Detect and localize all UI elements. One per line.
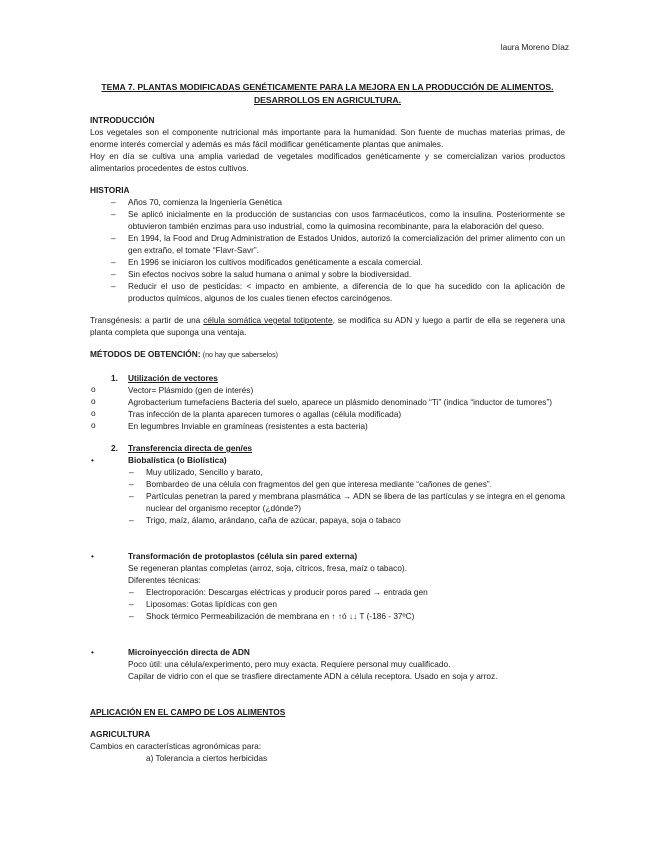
intro-heading: INTRODUCCIÓN xyxy=(90,115,155,125)
transgenesis-paragraph xyxy=(90,314,565,338)
list-item: o En legumbres Inviable en gramíneas (resistentes a esta bacteria) xyxy=(90,420,565,432)
aplicacion-heading: APLICACIÓN EN EL CAMPO DE LOS ALIMENTOS xyxy=(90,707,286,717)
list-item: – En 1996 se iniciaron los cultivos modificados genéticamente a escala comercial. xyxy=(90,256,565,268)
biobalistica-list xyxy=(90,466,565,526)
list-item: – Shock térmico Permeabilización de membrana en ↑ ↑ó ↓↓ T (-186 - 37ºC) xyxy=(90,610,565,622)
list-item: – Partículas penetran la pared y membrana plasmática → ADN se libera de las partículas y se integra en el genoma nuclear del organismo receptor (¿dónde?) xyxy=(90,490,565,514)
agricultura-heading: AGRICULTURA xyxy=(90,729,151,739)
protoplastos-line-2: Diferentes técnicas: xyxy=(128,575,201,585)
biobalistica-bullet: • Biobalística (o Biolística) xyxy=(91,455,227,465)
protoplastos-bullet: • Transformación de protoplastos (célula sin pared externa) xyxy=(91,551,358,561)
metodos-heading: MÉTODOS DE OBTENCIÓN: xyxy=(90,349,201,359)
list-item: o Vector= Plásmido (gen de interés) xyxy=(90,384,565,396)
item-a: a) Tolerancia a ciertos herbicidas xyxy=(146,753,268,763)
document-body xyxy=(90,114,565,764)
list-item: – Bombardeo de una célula con fragmentos del gen que interesa mediante “cañones de genes”. xyxy=(90,478,565,490)
metodos-note: (no hay que saberselos) xyxy=(202,352,278,359)
list-item: – Trigo, maíz, álamo, arándano, caña de azúcar, papaya, soja o tabaco xyxy=(90,514,565,526)
list-item: – Muy utilizado, Sencillo y barato, xyxy=(90,466,565,478)
transgenesis-underlined: célula somática vegetal totipotente xyxy=(203,315,333,325)
document-title: TEMA 7. PLANTAS MODIFICADAS GENÉTICAMENTE PARA LA MEJORA EN LA PRODUCCIÓN DE ALIMENTOS. DESARROLLOS EN AGRICULTURA. xyxy=(101,82,554,105)
list-item: – Sin efectos nocivos sobre la salud humana o animal y sobre la biodiversidad. xyxy=(90,268,565,280)
microinyeccion-bullet: • Microinyección directa de ADN xyxy=(91,647,250,657)
list-item: – En 1994, la Food and Drug Administration de Estados Unidos, autorizó la comercialización del primer alimento con un gen extraño, el tomate “Flavr-Savr”. xyxy=(90,232,565,256)
microinyeccion-line-1: Poco útil: una célula/experimento, pero muy exacta. Requiere personal muy cualificado. xyxy=(128,659,451,669)
transgenesis-lead: Transgénesis: a partir de una xyxy=(90,315,204,325)
cambios-line: Cambios en características agronómicas para: xyxy=(90,741,262,751)
method-1-title: 1. Utilización de vectores xyxy=(111,373,218,383)
transgenesis-rest: , se modifica su ADN y luego a partir de ella se regenera una planta completa que suponga una ventaja. xyxy=(90,315,565,337)
metodos-heading-line xyxy=(90,348,565,362)
protoplastos-list xyxy=(90,586,565,622)
intro-paragraph-1: Los vegetales son el componente nutricional más importante para la humanidad. Son fuente de muchas materias primas, de enorme interés comercial y además es más fácil modificar genéticamente plantas que animales. xyxy=(90,127,565,149)
list-item: – Electroporación: Descargas eléctricas y producir poros pared → entrada gen xyxy=(90,586,565,598)
list-item: – Años 70, comienza la Ingeniería Genética xyxy=(90,196,565,208)
method-1-list xyxy=(90,384,565,432)
list-item: – Reducir el uso de pesticidas: < impacto en ambiente, a diferencia de lo que ha sucedido con la aplicación de productos químicos, algunos de los cuales tienen efectos carcinógenos. xyxy=(90,280,565,304)
historia-list xyxy=(90,196,565,304)
list-item: – Liposomas: Gotas lipídicas con gen xyxy=(90,598,565,610)
list-item: – Se aplicó inicialmente en la producción de sustancias con usos farmacéuticos, como la insulina. Posteriormente se obtuvieron también enzimas para uso industrial, como la quimosina recombinante, para la elaboración del queso. xyxy=(90,208,565,232)
list-item: o Tras infección de la planta aparecen tumores o agallas (célula modificada) xyxy=(90,408,565,420)
author-name: laura Moreno Díaz xyxy=(500,42,569,52)
method-2-title: 2. Transferencia directa de gen/es xyxy=(111,443,253,453)
microinyeccion-line-2: Capilar de vidrio con el que se trasfiere directamente ADN a célula receptora. Usado en soja y arroz. xyxy=(128,671,498,681)
protoplastos-line-1: Se regeneran plantas completas (arroz, soja, cítricos, fresa, maíz o tabaco). xyxy=(128,563,407,573)
intro-paragraph-2: Hoy en día se cultiva una amplia variedad de vegetales modificados genéticamente y se comercializan varios productos alimentarios procedentes de estos cultivos. xyxy=(90,151,565,173)
list-item: o Agrobacterium tumefaciens Bacteria del suelo, aparece un plásmido denominado “Ti” (indica “inductor de tumores”) xyxy=(90,396,565,408)
historia-heading: HISTORIA xyxy=(90,185,130,195)
